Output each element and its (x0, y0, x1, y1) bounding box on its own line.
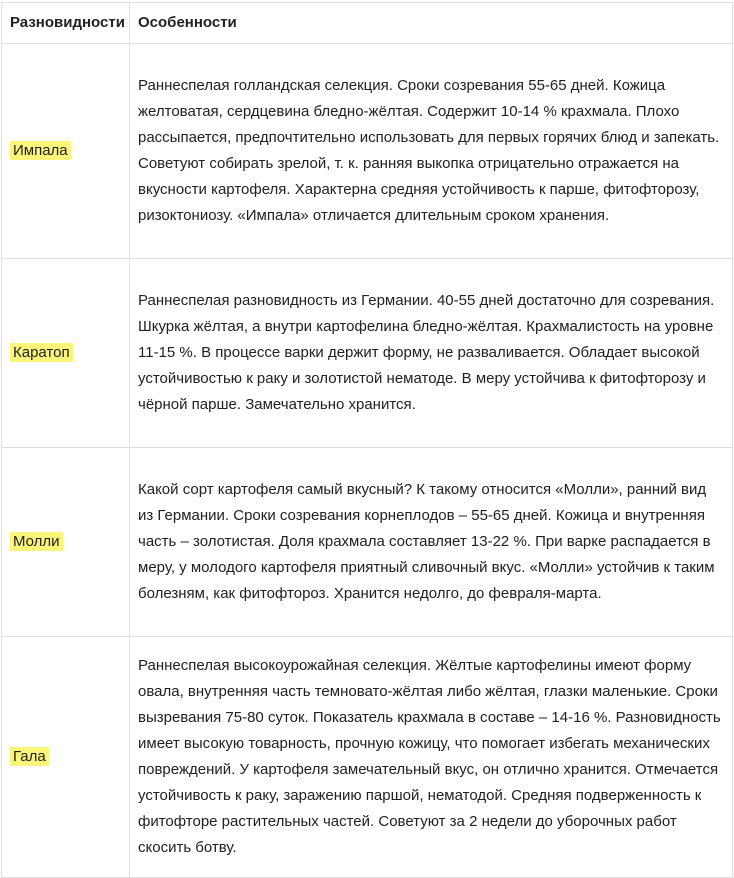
variety-name-cell (2, 259, 130, 448)
variety-name-cell (2, 448, 130, 637)
table-row (2, 259, 733, 448)
header-varieties: Разновидности (2, 3, 130, 44)
variety-name-highlight: Импала (10, 141, 71, 160)
variety-description: Какой сорт картофеля самый вкусный? К такому относится «Молли», ранний вид из Германии. Сроки созревания корнеплодов – 55-65 дней. Кожица и внутренняя часть – золотистая. Доля крахмала составляет 13-22 %. При варке распадается в меру, у молодого картофеля приятный сливочный вкус. «Молли» устойчив к таким болезням, как фитофтороз. Хранится недолго, до февраля-марта. (130, 448, 733, 637)
header-row (2, 3, 733, 44)
variety-description: Раннеспелая высокоурожайная селекция. Жёлтые картофелины имеют форму овала, внутренняя часть темновато-жёлтая либо жёлтая, глазки маленькие. Сроки вызревания 75-80 суток. Показатель крахмала в составе – 14-16 %. Разновидность имеет высокую товарность, прочную кожицу, что помогает избегать механических повреждений. У картофеля замечательный вкус, он отлично хранится. Отмечается устойчивость к раку, заражению паршой, нематодой. Средняя подверженность к фитофторе растительных частей. Советуют за 2 недели до уборочных работ скосить ботву. (130, 637, 733, 878)
variety-name-cell (2, 637, 130, 878)
variety-name-highlight: Молли (10, 532, 63, 551)
variety-name-highlight: Каратоп (10, 343, 73, 362)
table-row (2, 44, 733, 259)
variety-name-highlight: Гала (10, 747, 49, 766)
table-row (2, 448, 733, 637)
header-features: Особенности (130, 3, 733, 44)
table-header (2, 3, 733, 44)
variety-name-cell (2, 44, 130, 259)
variety-description: Раннеспелая разновидность из Германии. 40-55 дней достаточно для созревания. Шкурка жёлтая, а внутри картофелина бледно-жёлтая. Крахмалистость на уровне 11-15 %. В процессе варки держит форму, не разваливается. Обладает высокой устойчивостью к раку и золотистой нематоде. В меру устойчива к фитофторозу и чёрной парше. Замечательно хранится. (130, 259, 733, 448)
variety-description: Раннеспелая голландская селекция. Сроки созревания 55-65 дней. Кожица желтоватая, сердцевина бледно-жёлтая. Содержит 10-14 % крахмала. Плохо рассыпается, предпочтительно использовать для первых горячих блюд и запекать. Советуют собирать зрелой, т. к. ранняя выкопка отрицательно отражается на вкусности картофеля. Характерна средняя устойчивость к парше, фитофторозу, ризоктониозу. «Импала» отличается длительным сроком хранения. (130, 44, 733, 259)
table-row (2, 637, 733, 878)
table-body (2, 44, 733, 878)
potato-varieties-table (1, 2, 733, 878)
